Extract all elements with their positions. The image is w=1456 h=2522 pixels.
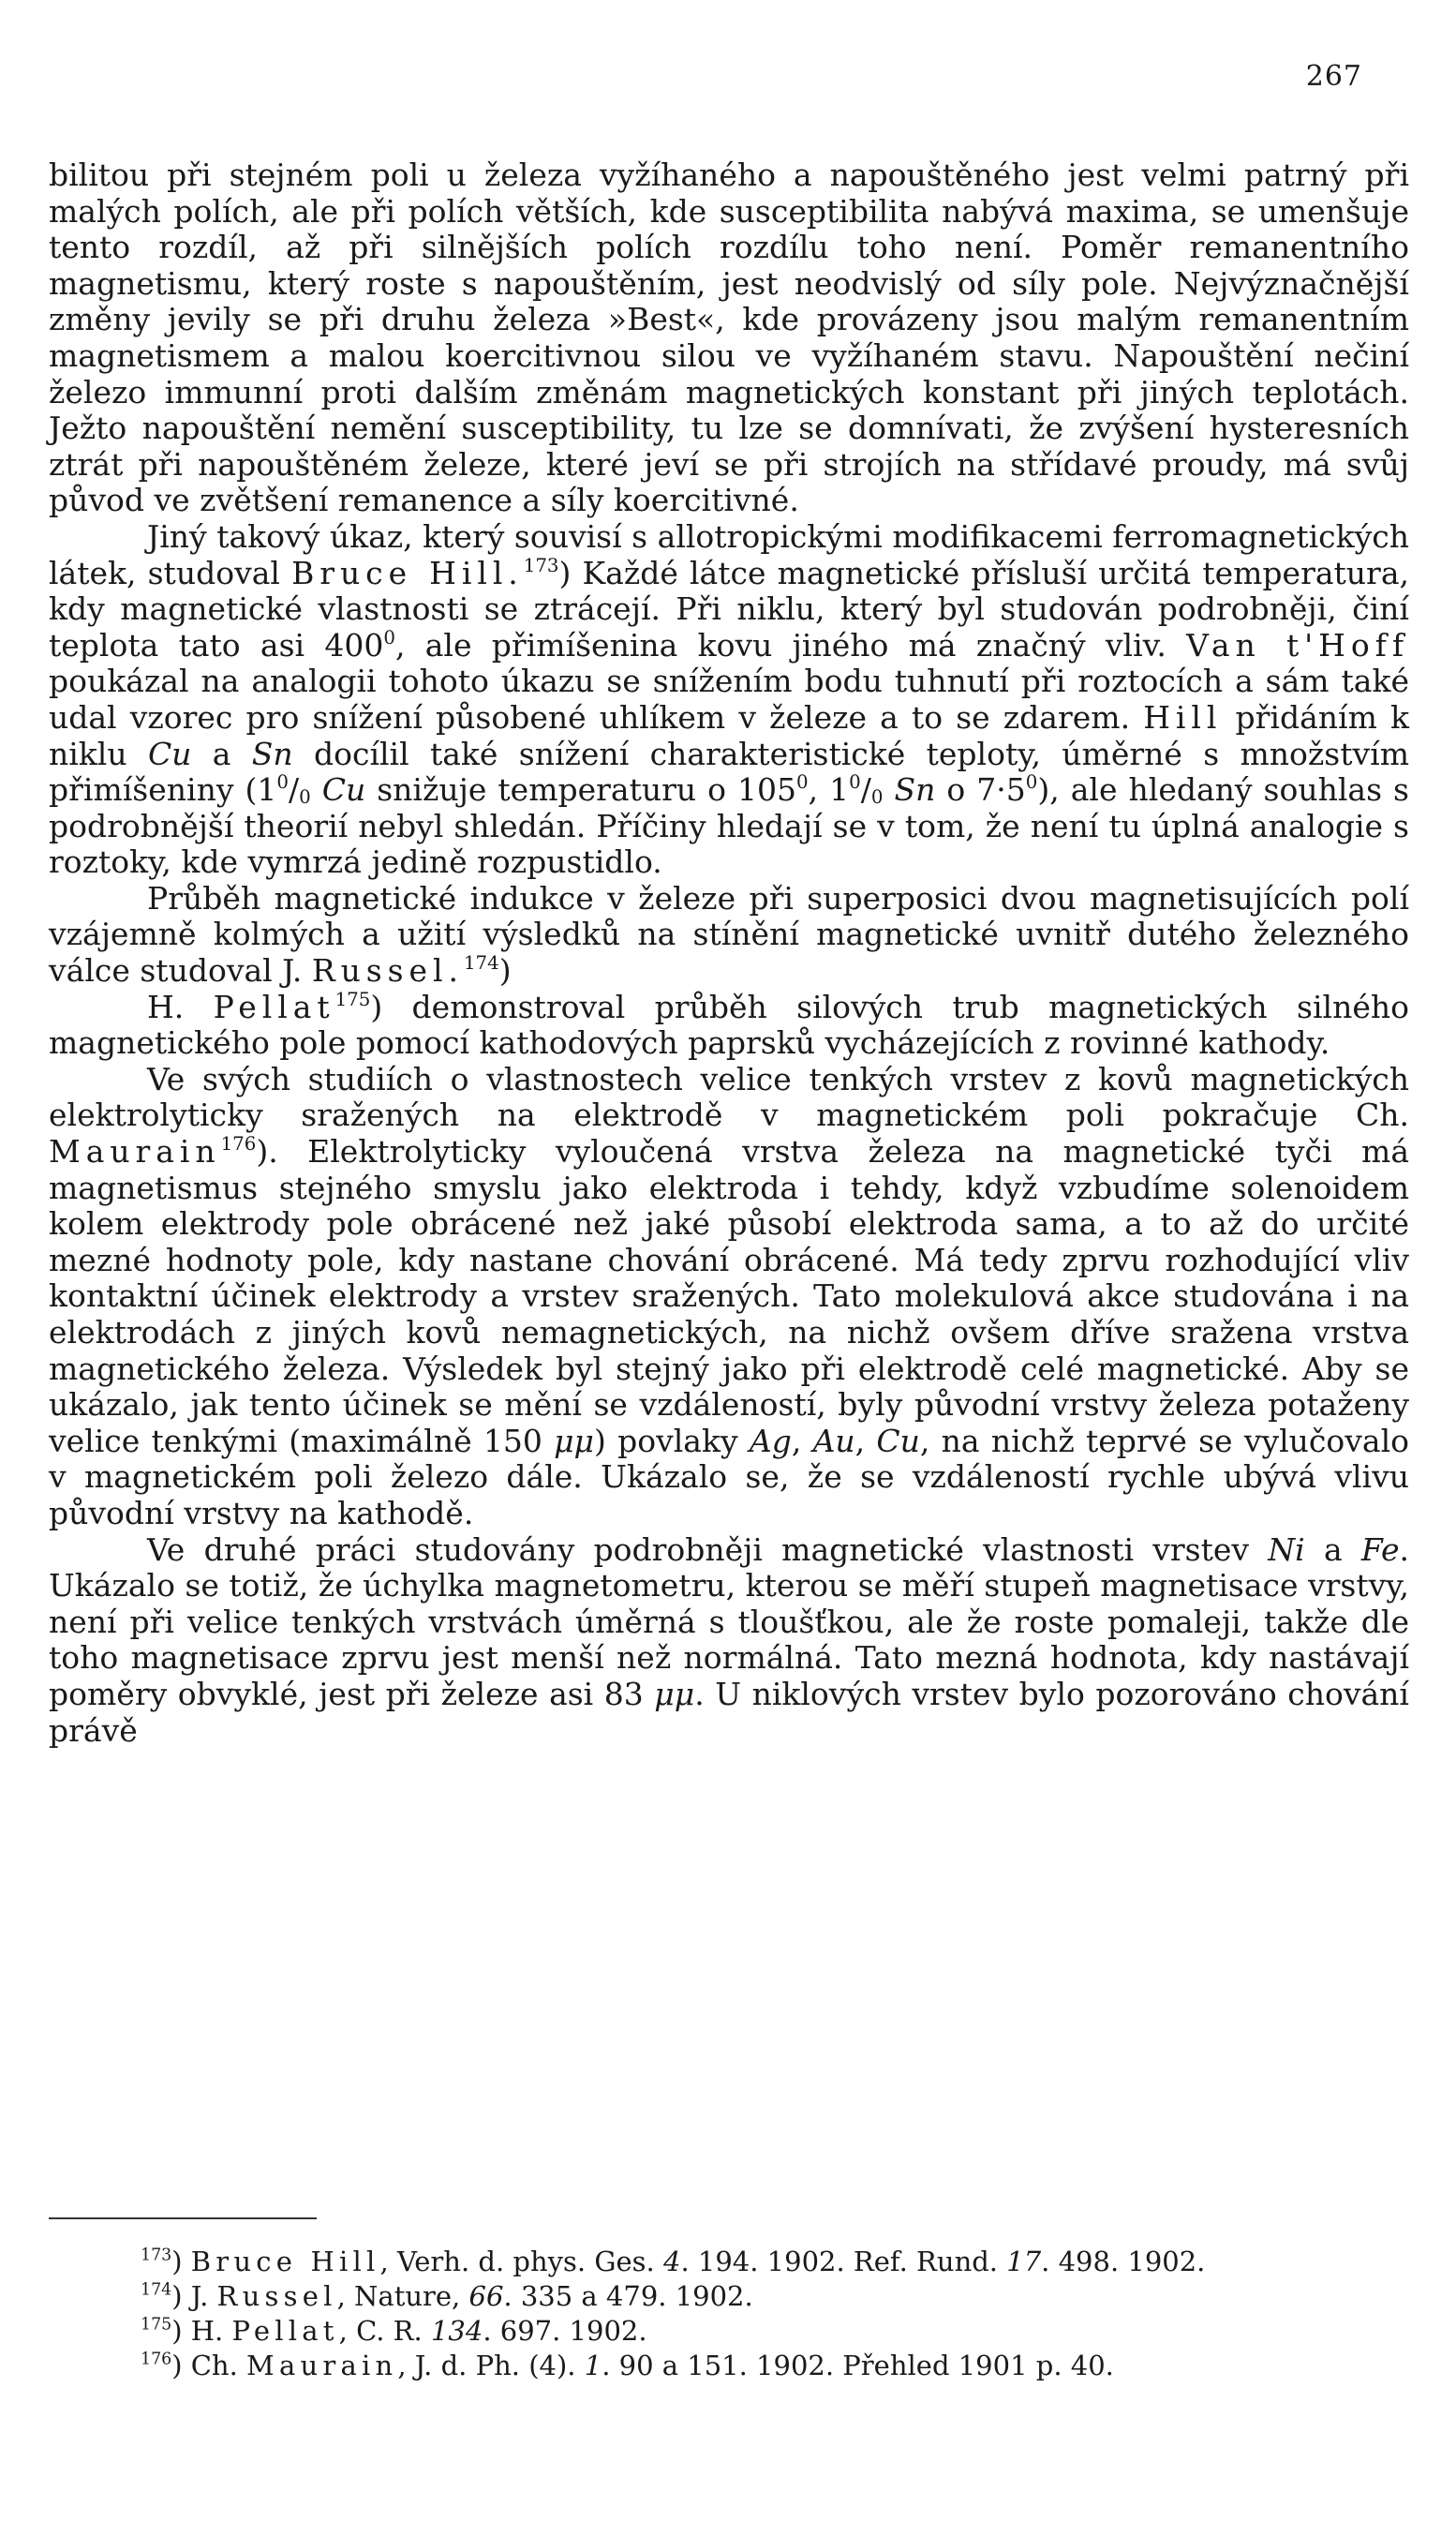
author-name: Hill (1143, 698, 1223, 736)
chemical-symbol: Ag (749, 1422, 792, 1459)
author-name: Maurain (49, 1133, 221, 1171)
chemical-symbol: Cu (147, 735, 192, 772)
author-name: Russel. (311, 952, 464, 990)
paragraph: H. Pellat$^{175}$) demonstroval průběh silových trub magnetických silného magnetického pole pomocí kathodových paprsků vycházejících z rovinné kathody. (49, 988, 1409, 1062)
chemical-symbol: Ni (1268, 1530, 1305, 1568)
footnote-number: 173 (141, 2246, 172, 2265)
author-name: Pellat (213, 988, 335, 1025)
author-name: Bruce Hill. (291, 554, 524, 591)
footnote-ref: 174 (463, 952, 499, 975)
footnote-divider (49, 2217, 317, 2219)
chemical-symbol: Au (812, 1422, 855, 1459)
chemical-symbol: Cu (876, 1422, 920, 1459)
footnote: $^{176}$) Ch. Maurain, J. d. Ph. (4). 1. 90 a 151. 1902. Přehled 1901 p. 40. (141, 2350, 1114, 2381)
footnote: $^{174}$) J. Russel, Nature, 66. 335 a 479. 1902. (141, 2280, 753, 2312)
footnote: $^{173}$) Bruce Hill, Verh. d. phys. Ges. 4. 194. 1902. Ref. Rund. 17. 498. 1902. (141, 2246, 1206, 2277)
footnote-ref: 173 (523, 554, 559, 576)
footnotes (141, 2245, 1387, 2383)
footnote: $^{175}$) H. Pellat, C. R. 134. 697. 1902. (141, 2315, 647, 2347)
footnote-number: 175 (141, 2315, 172, 2335)
footnote-number: 174 (141, 2280, 172, 2300)
footnote-ref: 176 (220, 1133, 257, 1156)
author-name: Van t'Hoff (1186, 626, 1409, 664)
paragraph: Ve druhé práci studovány podrobněji magnetické vlastnosti vrstev Ni a Fe. Ukázalo se totiž, že úchylka magnetometru, kterou se měří stupeň magnetisace vrstvy, není při velice tenkých vrstvách úměrná s tloušťkou, ale že roste pomaleji, takže dle toho magnetisace zprvu jest menší než normálná. Tato mezná hodnota, kdy nastávají poměry obvyklé, jest při železe asi 83 μμ. U niklových vrstev bylo pozorováno chování právě (49, 1530, 1410, 1749)
paragraph: Průběh magnetické indukce v železe při superposici dvou magnetisujících polí vzájemně kolmých a užití výsledků na stínění magnetické uvnitř dutého železného válce studoval J. Russel.$^{174}$) (49, 879, 1409, 990)
unit-symbol: μμ (654, 1675, 695, 1712)
chemical-symbol: Sn (251, 735, 293, 772)
paragraph: Jiný takový úkaz, který souvisí s allotropickými modifikacemi ferromagnetických látek, studoval Bruce Hill.$^{173}$) Každé látce magnetické přísluší určitá temperatura, kdy magnetické vlastnosti se ztrácejí. Při niklu, který byl studován podrobněji, činí teplota tato asi $400^0$, ale přimíšenina kovu jiného má značný vliv. Van t'Hoff poukázal na analogii tohoto úkazu se snížením bodu tuhnutí při roztocích a sám také udal vzorec pro snížení působené uhlíkem v železe a to se zdarem. Hill přidáním k niklu Cu a Sn docílil také snížení charakteristické teploty, úměrné s množstvím přimíšeniny ($1^0/_0$ Cu snižuje temperaturu o $105^0$, $1^0/_0$ Sn o $7\cdot 5^0$), ale hledaný souhlas s podrobnější theorií nebyl shledán. Příčiny hledají se v tom, že není tu úplná analogie s roztoky, kde vymrzá jedině rozpustidlo. (49, 517, 1410, 881)
footnote-ref: 175 (334, 988, 371, 1010)
body-text (49, 157, 1409, 1749)
footnote-number: 176 (141, 2350, 172, 2369)
paragraph: bilitou při stejném poli u železa vyžíhaného a napouštěného jest velmi patrný při malých polích, ale při polích větších, kde susceptibilita nabývá maxima, se umenšuje tento rozdíl, až při silnějších polích rozdílu toho není. Poměr remanentního magnetismu, který roste s napouštěním, jest neodvislý od síly pole. Nejvýznačnější změny jevily se při druhu železa »Best«, kde provázeny jsou malým remanentním magnetismem a malou koercitivnou silou ve vyžíhaném stavu. Napouštění nečiní železo immunní proti dalším změnám magnetických konstant při jiných teplotách. Ježto napouštění nemění susceptibility, tu lze se domnívati, že zvýšení hysteresních ztrát při napouštěném železe, které jeví se při strojích na střídavé proudy, má svůj původ ve zvětšení remanence a síly koercitivné. (49, 157, 1409, 519)
paragraph: Ve svých studiích o vlastnostech velice tenkých vrstev z kovů magnetických elektrolyticky sražených na elektrodě v magnetickém poli pokračuje Ch. Maurain$^{176}$). Elektrolyticky vyloučená vrstva železa na magnetické tyči má magnetismus stejného smyslu jako elektroda i tehdy, když vzbudíme solenoidem kolem elektrody pole obrácené než jaké působí elektroda sama, a to až do určité mezné hodnoty pole, kdy nastane chování obrácené. Má tedy zprvu rozhodující vliv kontaktní účinek elektrody a vrstev sražených. Tato molekulová akce studována i na elektrodách z jiných kovů nemagnetických, na nichž ovšem dříve sražena vrstva magnetického železa. Výsledek byl stejný jako při elektrodě celé magnetické. Aby se ukázalo, jak tento účinek se mění se vzdáleností, byly původní vrstvy železa potaženy velice tenkými (maximálně 150 μμ) povlaky Ag, Au, Cu, na nichž teprvé se vylučovalo v magnetickém poli železo dále. Ukázalo se, že se vzdáleností rychle ubývá vlivu původní vrstvy na kathodě. (49, 1060, 1409, 1531)
page-number: 267 (1305, 60, 1362, 93)
chemical-symbol: Sn (894, 771, 936, 809)
chemical-symbol: Cu (321, 771, 366, 809)
chemical-symbol: Fe (1360, 1530, 1400, 1568)
unit-symbol: μμ (554, 1422, 594, 1459)
